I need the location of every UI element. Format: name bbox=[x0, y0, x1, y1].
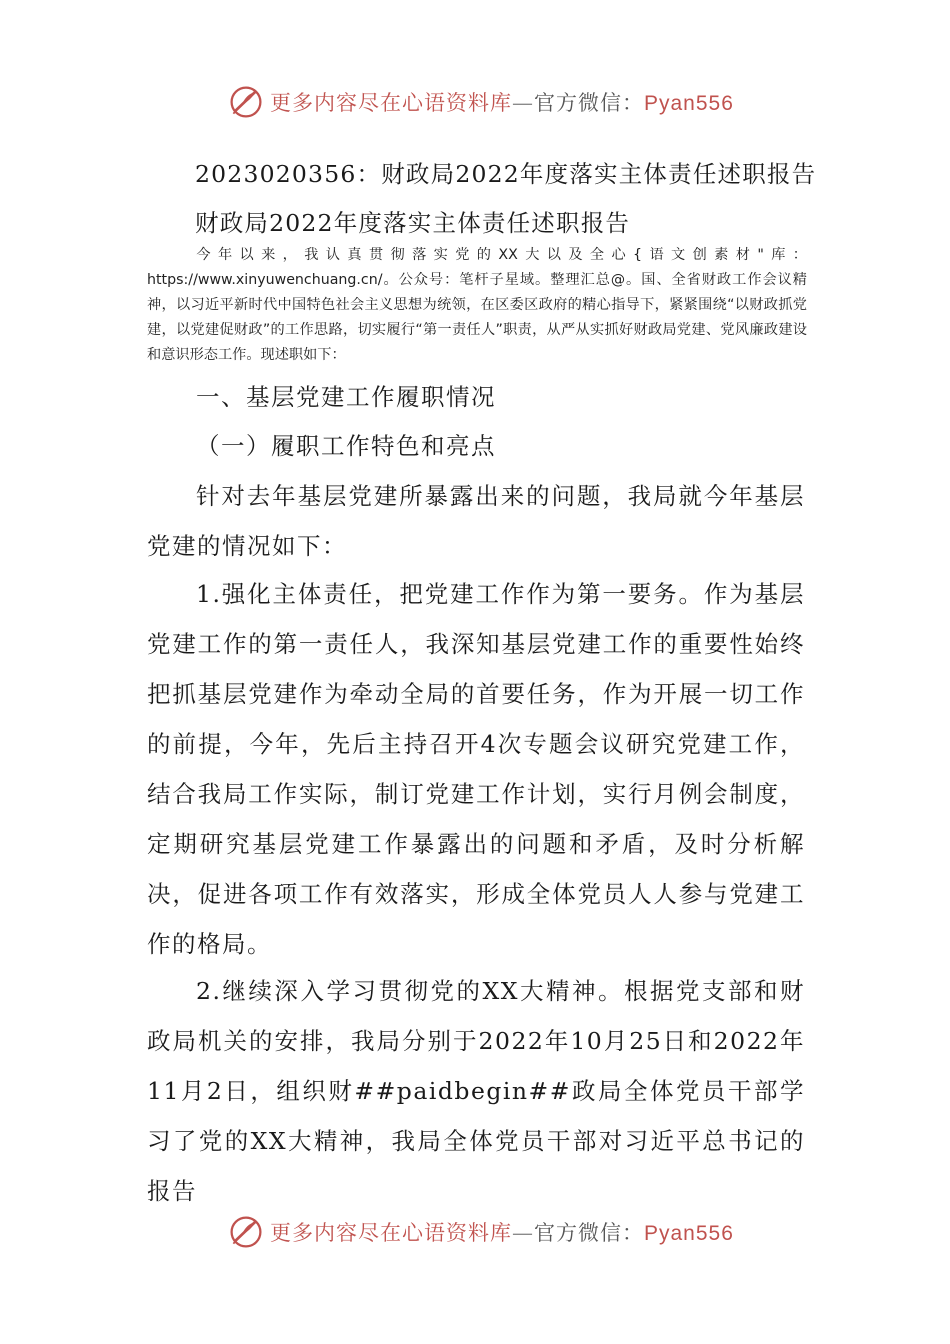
body-paragraph-1: 针对去年基层党建所暴露出来的问题，我局就今年基层党建的情况如下： bbox=[147, 482, 805, 560]
body-paragraph-3: 2.继续深入学习贯彻党的XX大精神。根据党支部和财政局机关的安排，我局分别于2022年10月25日和2022年11月2日，组织财##paidbegin##政局全体党员干部学习了党的XX大精神，我局全体党员干部对习近平总书记的报告 bbox=[147, 977, 805, 1205]
quill-logo-icon bbox=[228, 1214, 264, 1250]
body-paragraph-2: 1.强化主体责任，把党建工作作为第一要务。作为基层党建工作的第一责任人，我深知基层党建工作的重要性始终把抓基层党建作为牵动全局的首要任务，作为开展一切工作的前提，今年，先后主持召开4次专题会议研究党建工作，结合我局工作实际，制订党建工作计划，实行月例会制度，定期研究基层党建工作暴露出的问题和矛盾，及时分析解决，促进各项工作有效落实，形成全体党员人人参与党建工作的格局。 bbox=[147, 580, 805, 958]
footer-banner bbox=[228, 1212, 734, 1252]
document-id-title: 2023020356：财政局2022年度落实主体责任述职报告 bbox=[195, 160, 817, 188]
section-heading-1: 一、基层党建工作履职情况 bbox=[196, 383, 496, 411]
header-banner bbox=[228, 82, 734, 122]
banner-text: 更多内容尽在心语资料库—官方微信：Pyan556 bbox=[270, 1221, 734, 1245]
section-heading-2: （一）履职工作特色和亮点 bbox=[196, 432, 496, 460]
intro-paragraph: 今年以来，我认真贯彻落实党的XX大以及全心{语文创素材"库：https://www.xinyuwenchuang.cn/。公众号：笔杆子星域。整理汇总@。国、全省财政工作会议精神，以习近平新时代中国特色社会主义思想为统领，在区委区政府的精心指导下，紧紧围绕“以财政抓党建，以党建促财政”的工作思路，切实履行“第一责任人”职责，从严从实抓好财政局党建、党风廉政建设和意识形态工作。现述职如下： bbox=[147, 247, 807, 363]
banner-text: 更多内容尽在心语资料库—官方微信：Pyan556 bbox=[270, 91, 734, 115]
document-title: 财政局2022年度落实主体责任述职报告 bbox=[195, 209, 631, 237]
quill-logo-icon bbox=[228, 84, 264, 120]
